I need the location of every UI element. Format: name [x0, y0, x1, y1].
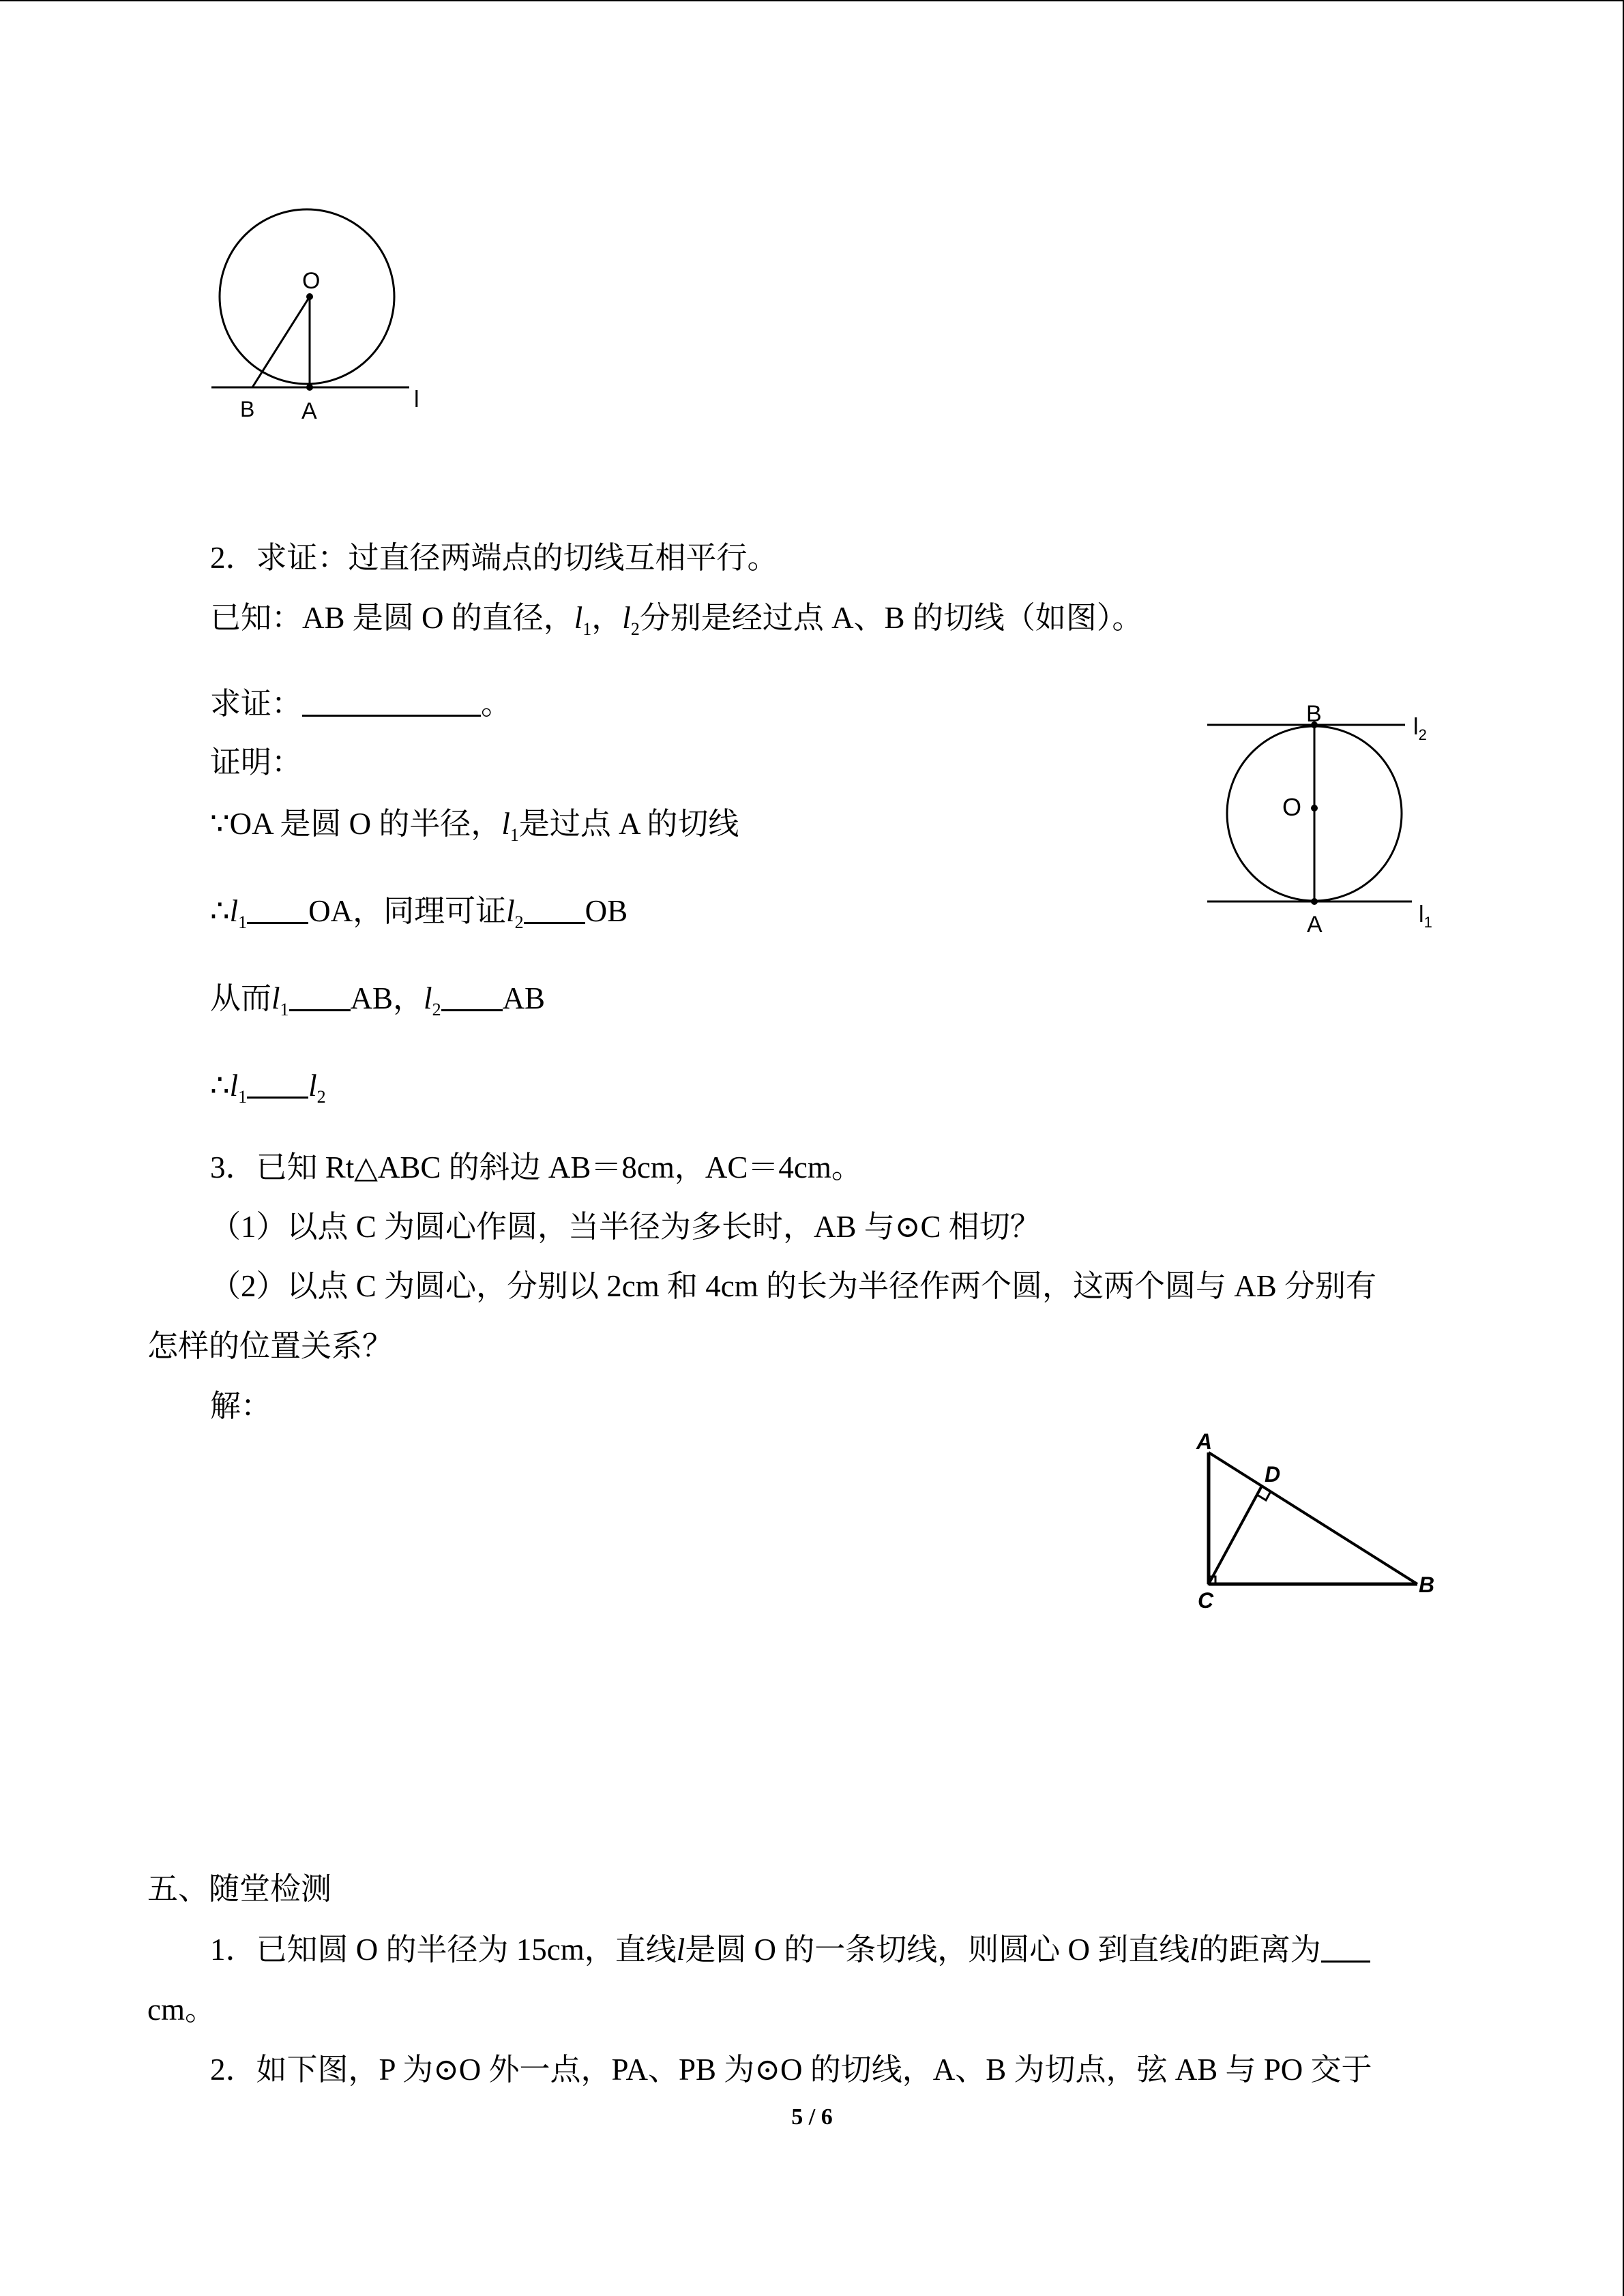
section5-heading: 五、随堂检测 — [147, 1872, 332, 1906]
q3-line4: 怎样的位置关系？ — [147, 1329, 394, 1363]
q2-proof-line1: ∵OA 是圆 O 的半径，$l_1$是过点 A 的切线 — [210, 807, 739, 845]
blank-l1-oa[interactable] — [247, 897, 308, 924]
q3-line3: （2）以点 C 为圆心，分别以 2cm 和 4cm 的长为半径作两个圆，这两个圆与 AB 分别有 — [210, 1269, 1376, 1303]
q2-proof-line3: 从而$l_1$ AB，$l_2$ AB — [210, 981, 546, 1019]
figure-parallel-tangents — [1200, 689, 1453, 948]
label-a: A — [301, 398, 317, 424]
label-l2: $l_2$ — [1413, 714, 1427, 743]
distance-blank[interactable] — [1321, 1936, 1370, 1963]
label-o: O — [302, 268, 321, 294]
q2-proof-label: 证明： — [210, 745, 303, 779]
label-a: A — [1307, 912, 1323, 938]
prove-blank[interactable] — [302, 690, 481, 717]
label-l1: $l_1$ — [1419, 901, 1432, 931]
section5-q2: 2．如下图，P 为⊙O 外一点，PA、PB 为⊙O 的切线，A、B 为切点，弦 AB 与 PO 交于 — [210, 2053, 1372, 2087]
label-a: A — [1196, 1429, 1213, 1454]
side-ab — [1209, 1452, 1417, 1584]
point-o — [306, 293, 313, 300]
point-o — [1311, 805, 1318, 811]
q3-solution: 解： — [210, 1389, 272, 1423]
q2-proof-line2: $\therefore l_1$ OA，同理可证$l_2$ OB — [210, 894, 628, 932]
blank-l1-l2[interactable] — [247, 1072, 308, 1099]
label-d: D — [1265, 1462, 1281, 1487]
blank-l2-ab[interactable] — [441, 985, 503, 1011]
section5-q1: 1．已知圆 O 的半径为 15cm，直线l是圆 O 的一条切线，则圆心 O 到直线l的距离为 — [210, 1935, 1370, 1965]
point-a — [306, 384, 313, 391]
figure-circle-tangent — [205, 208, 437, 433]
label-c: C — [1198, 1588, 1214, 1613]
point-a — [1311, 898, 1318, 905]
label-l: l — [414, 387, 419, 413]
page-number: 5 / 6 — [791, 2104, 833, 2130]
q2-prove: 求证： 。 — [210, 687, 512, 721]
q2-title: 2．求证：过直径两端点的切线互相平行。 — [210, 541, 778, 575]
altitude-cd — [1209, 1486, 1262, 1584]
label-b: B — [1306, 701, 1322, 727]
q2-given: 已知：AB 是圆 O 的直径，$l_1$，$l_2$分别是经过点 A、B 的切线（如图）。 — [210, 601, 1143, 639]
label-b: B — [240, 397, 255, 421]
q3-line1: 3．已知 Rt△ABC 的斜边 AB＝8cm，AC＝4cm。 — [210, 1150, 862, 1184]
label-o: O — [1282, 793, 1302, 821]
blank-l1-ab[interactable] — [289, 985, 351, 1011]
q2-proof-line4: $\therefore l_1$ $l_2$ — [210, 1069, 326, 1107]
label-b: B — [1419, 1572, 1435, 1597]
section5-q1-unit: cm。 — [147, 1993, 216, 2027]
figure-right-triangle — [1180, 1418, 1453, 1623]
segment-ob — [252, 297, 310, 387]
blank-l2-ob[interactable] — [524, 897, 585, 924]
q3-line2: （1）以点 C 为圆心作圆，当半径为多长时，AB 与⊙C 相切？ — [210, 1210, 1041, 1244]
